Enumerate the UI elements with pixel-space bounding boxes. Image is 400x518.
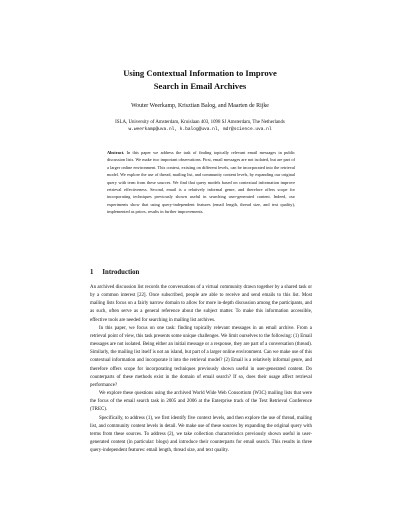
abstract [107, 149, 295, 216]
section-body [90, 284, 312, 455]
email-addresses: w.weerkamp@uva.nl, k.balog@uva.nl, mdr@science.uva.nl [128, 126, 272, 132]
section-title: Introduction [102, 269, 140, 276]
section-number: 1 [90, 269, 94, 276]
paragraph: In this paper, we focus on one task: finding topically relevant messages in an email archive. From a retrieval point of view, this task presents some unique challenges. We limit ourselves to the following: (1) Email messages are not isolated. Being either an initial message or a response, they are part of a conversation (thread). Similarly, the mailing list itself is not an island, but part of a larger online environment. Can we make use of this contextual information and incorporate it into the retrieval model? (2) Email is a relatively informal genre, and therefore offers scope for incorporating techniques previously shown useful in user-generated content. Do counterparts of these methods exist in the domain of email search? If so, does their usage affect retrieval performance? [90, 325, 313, 388]
paragraph: An archived discussion list records the conversations of a virtual community drawn together by a shared task or by a common interest [22]. Once subscribed, people are able to receive and send emails to this list. Most mailing lists focus on a fairly narrow domain to allow for more in-depth discussion among the participants, and as such, often serve as a general reference about the subject matter. To make this information accessible, effective tools are needed for searching in mailing list archives. [90, 285, 312, 323]
abstract-text: In this paper we address the task of finding topically relevant email messages in public discussion lists. We make two important observations. First, email messages are not isolated, but are part of a larger online environment. This context, existing on different levels, can be incorporated into the retrieval model. We explore the use of thread, mailing list, and community content levels, by expanding our original query with term from these sources. We find that query models based on contextual information improve retrieval effectiveness. Second, email is a relatively informal genre, and therefore offers scope for incorporating techniques previously shown useful in searching user-generated content. Indeed, our experiments show that using query-independent features (email length, thread size, and text quality), implemented as priors, results in further improvements. [107, 150, 295, 215]
paragraph: Specifically, to address (1), we first identify five context levels, and then explore the use of thread, mailing list, and community content levels in detail. We make use of these sources by expanding the original query with terms from these sources. To address (2), we take collection characteristics previously shown useful in user-generated content (in particular: blogs) and introduce their counterparts for email search. This results in three query-independent features: email length, thread size, and text quality. [90, 415, 312, 454]
paragraph: We explore these questions using the archived World Wide Web Consortium (W3C) mailing lists that were the focus of the email search task in 2005 and 2006 at the Enterprise track of the Text Retrieval Conference (TREC). [90, 391, 312, 413]
section-heading [90, 268, 139, 277]
affiliation: ISLA, University of Amsterdam, Kruislaan 403, 1098 SJ Amsterdam, The Netherlands [115, 120, 285, 125]
title-line: Using Contextual Information to Improve [123, 68, 277, 78]
affiliation-block [0, 120, 400, 133]
title-line: Search in Email Archives [153, 80, 247, 91]
paper-title [0, 67, 400, 92]
author-list: Wouter Weerkamp, Krisztian Balog, and Maarten de Rijke [131, 103, 269, 109]
abstract-label: Abstract. [107, 150, 125, 155]
